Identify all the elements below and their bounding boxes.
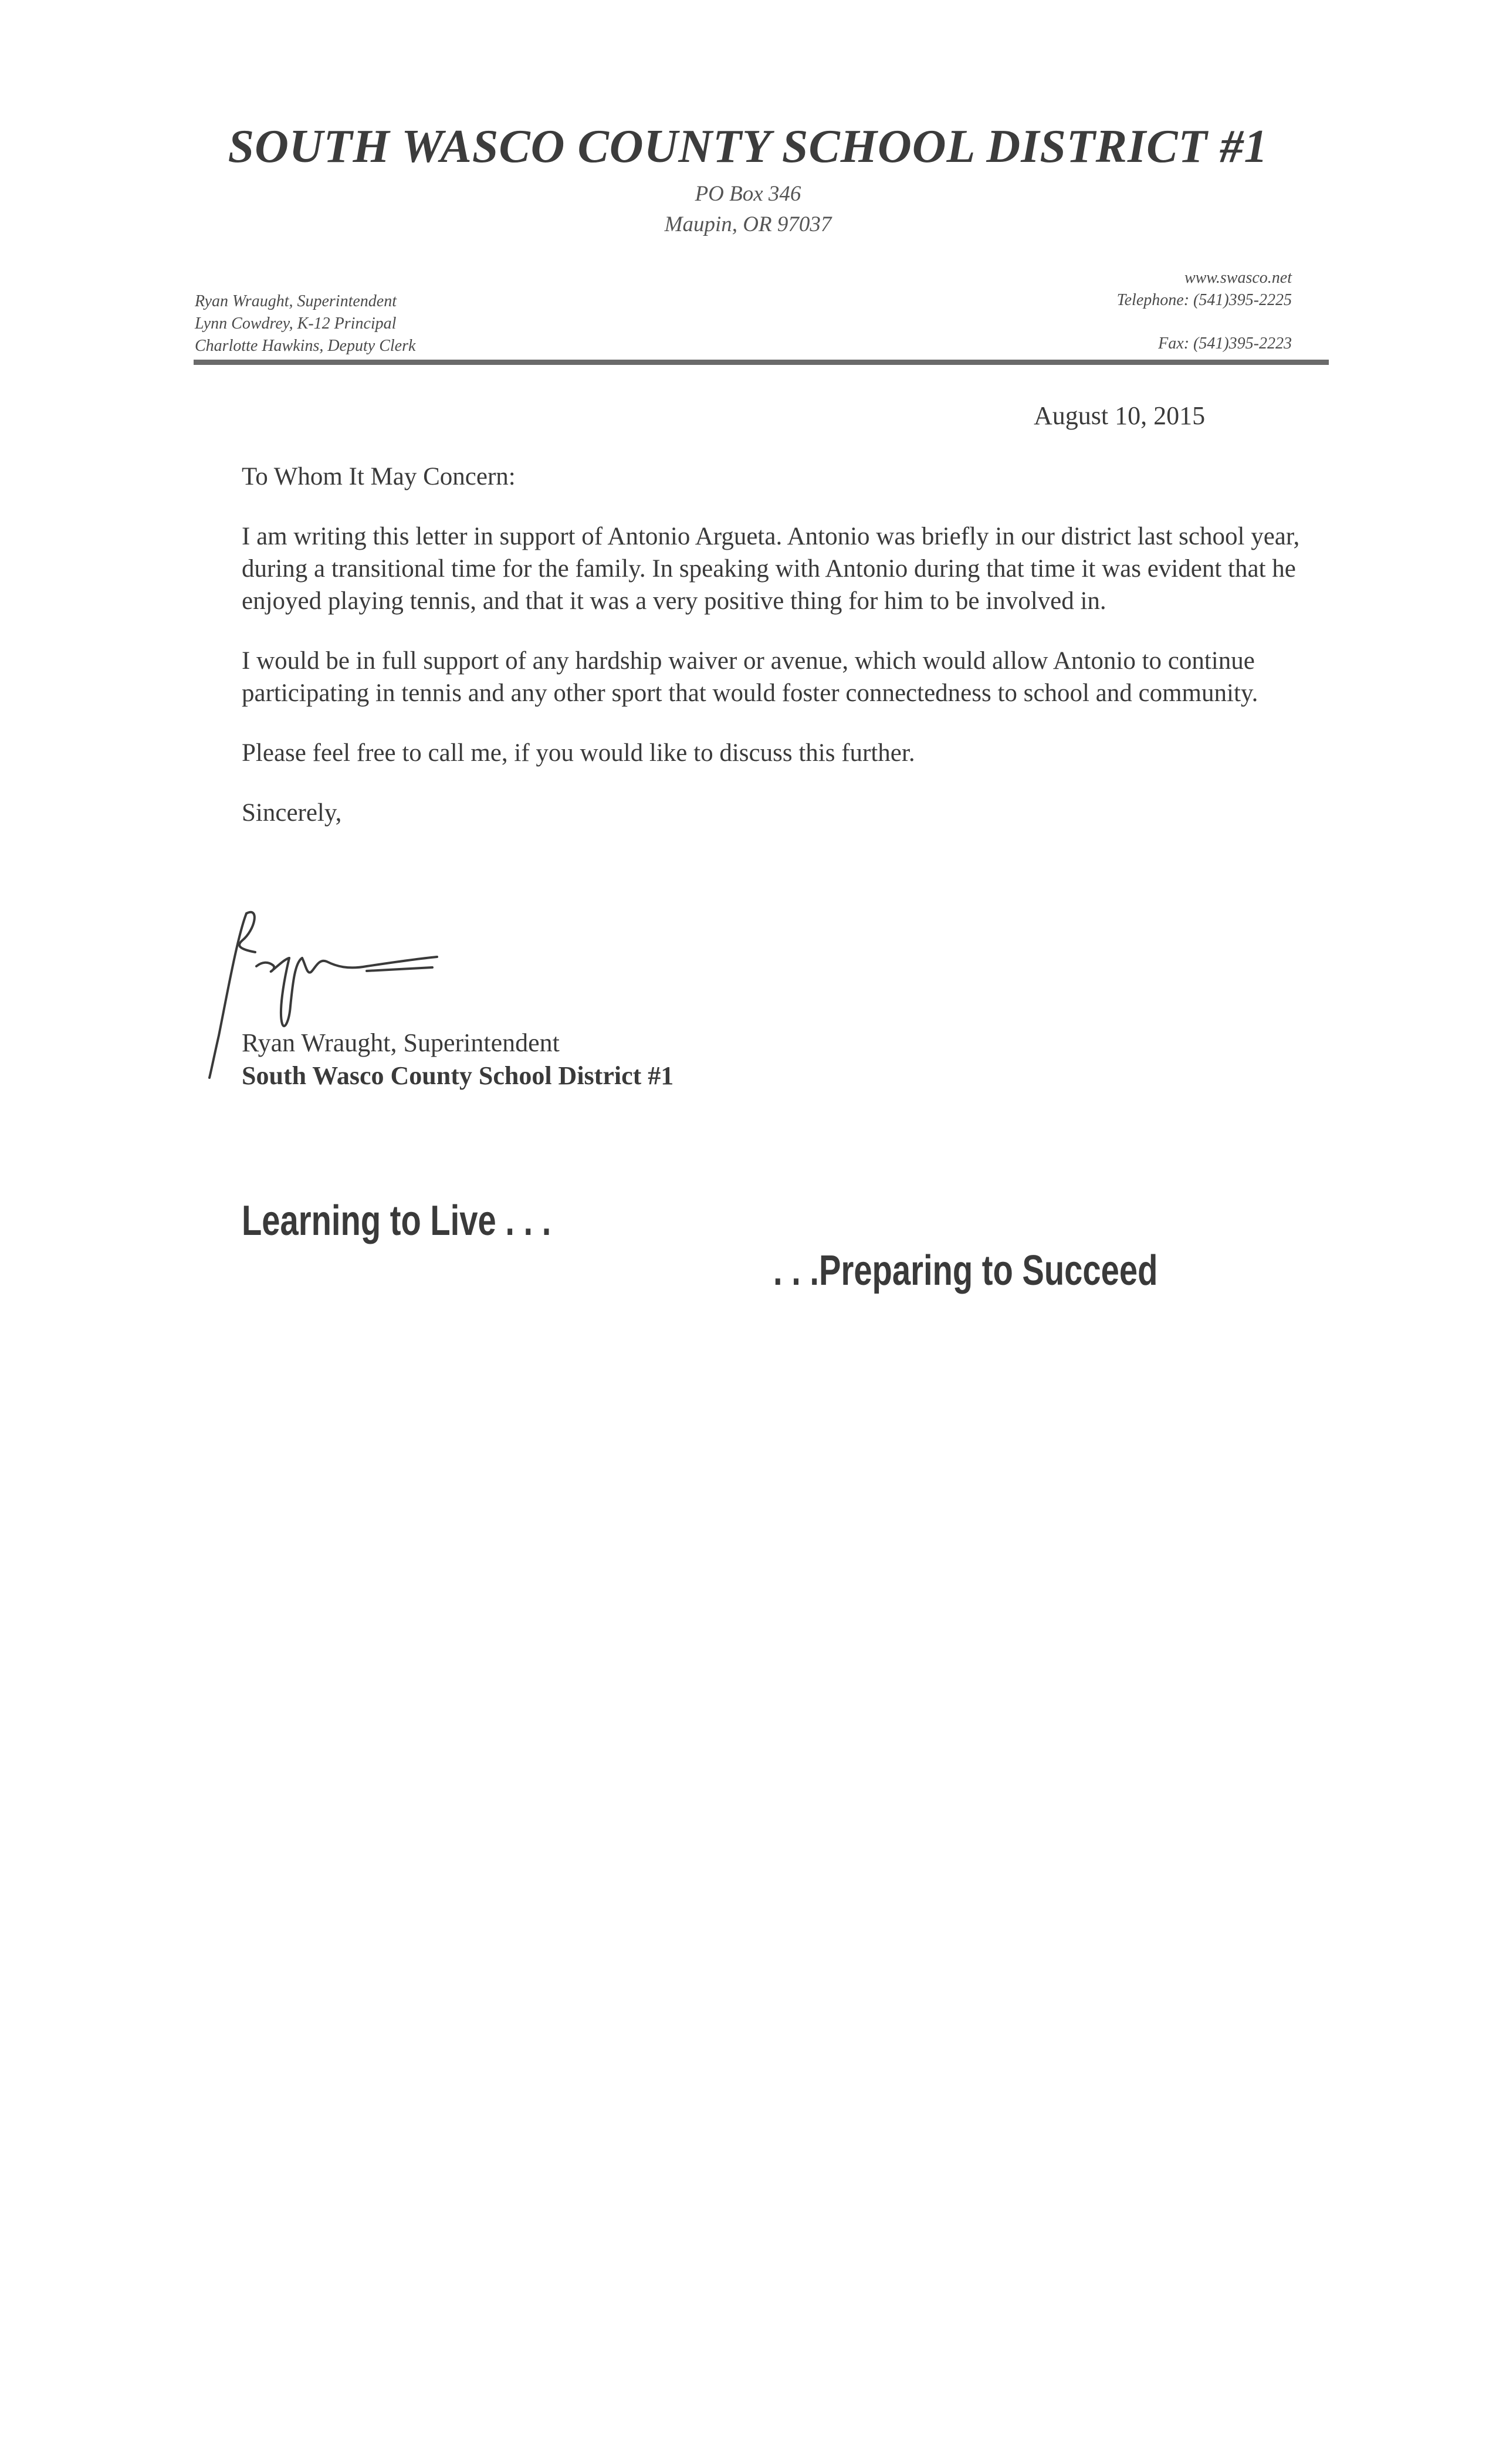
signer-organization: South Wasco County School District #1 (242, 1061, 674, 1090)
staff-list (195, 290, 415, 357)
motto-preparing-to-succeed: . . .Preparing to Succeed (773, 1247, 1158, 1294)
letter-body (242, 461, 1315, 857)
body-paragraph-3: Please feel free to call me, if you would like to discuss this further. (242, 739, 915, 767)
fax-text: Fax: (541)395-2223 (1158, 334, 1292, 353)
letterhead-divider (194, 360, 1329, 365)
body-paragraph-2: I would be in full support of any hardship waiver or avenue, which would allow Antonio to continue participating in tennis and any other sport that would foster connectedness to school and community. (242, 647, 1258, 707)
staff-deputy-clerk: Charlotte Hawkins, Deputy Clerk (195, 337, 416, 355)
telephone-text: Telephone: (541)395-2225 (1116, 291, 1292, 309)
letter-date: August 10, 2015 (1034, 401, 1206, 430)
website-text: www.swasco.net (1184, 269, 1292, 287)
salutation: To Whom It May Concern: (242, 463, 516, 490)
contact-info (1117, 267, 1292, 355)
address-po-box: PO Box 346 (695, 182, 801, 206)
closing: Sincerely, (242, 799, 342, 827)
body-paragraph-1: I am writing this letter in support of Antonio Argueta. Antonio was briefly in our district last school year, during a transitional time for the family. In speaking with Antonio during that time it was evident that he enjoyed playing tennis, and that it was a very positive thing for him to be involved in. (242, 523, 1300, 615)
staff-principal: Lynn Cowdrey, K-12 Principal (195, 314, 397, 333)
district-address (0, 179, 1496, 240)
signer-block (242, 1027, 673, 1092)
address-city-state: Maupin, OR 97037 (664, 212, 832, 236)
district-title: SOUTH WASCO COUNTY SCHOOL DISTRICT #1 (228, 121, 1268, 172)
signer-name: Ryan Wraught, Superintendent (242, 1028, 560, 1057)
staff-superintendent: Ryan Wraught, Superintendent (195, 292, 397, 310)
motto-learning-to-live: Learning to Live . . . (242, 1197, 551, 1244)
